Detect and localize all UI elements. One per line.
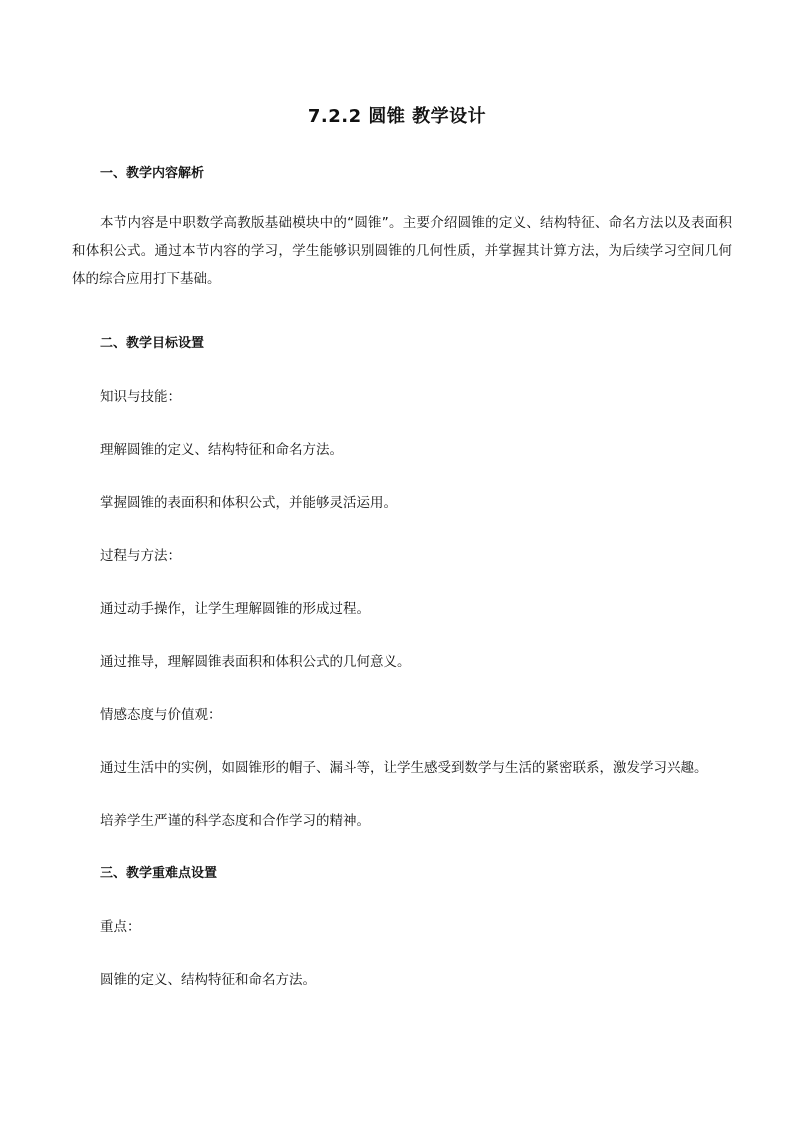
knowledge-skills-label: 知识与技能： [100, 389, 181, 405]
section-heading-content-analysis: 一、教学内容解析 [100, 166, 205, 181]
emotion-item: 培养学生严谨的科学态度和合作学习的精神。 [100, 813, 370, 829]
document-title: 7.2.2 圆锥 教学设计 [307, 106, 487, 127]
section-heading-key-difficult-points: 三、教学重难点设置 [100, 866, 218, 881]
key-points-label: 重点： [100, 919, 141, 935]
process-method-label: 过程与方法： [100, 548, 181, 564]
key-point-item: 圆锥的定义、结构特征和命名方法。 [100, 972, 316, 988]
process-item: 通过动手操作，让学生理解圆锥的形成过程。 [100, 601, 370, 617]
content-analysis-paragraph: 本节内容是中职数学高教版基础模块中的“圆锥”。主要介绍圆锥的定义、结构特征、命名方法以及表面积和体积公式。通过本节内容的学习，学生能够识别圆锥的几何性质，并掌握其计算方法，为后续学习空间几何体的综合应用打下基础。 [72, 215, 732, 287]
knowledge-item: 掌握圆锥的表面积和体积公式，并能够灵活运用。 [100, 495, 397, 511]
emotion-values-label: 情感态度与价值观： [100, 707, 222, 723]
process-item: 通过推导，理解圆锥表面积和体积公式的几何意义。 [100, 654, 411, 670]
section-heading-teaching-goals: 二、教学目标设置 [100, 336, 205, 351]
knowledge-item: 理解圆锥的定义、结构特征和命名方法。 [100, 442, 343, 458]
emotion-item: 通过生活中的实例，如圆锥形的帽子、漏斗等，让学生感受到数学与生活的紧密联系，激发学习兴趣。 [100, 760, 708, 776]
